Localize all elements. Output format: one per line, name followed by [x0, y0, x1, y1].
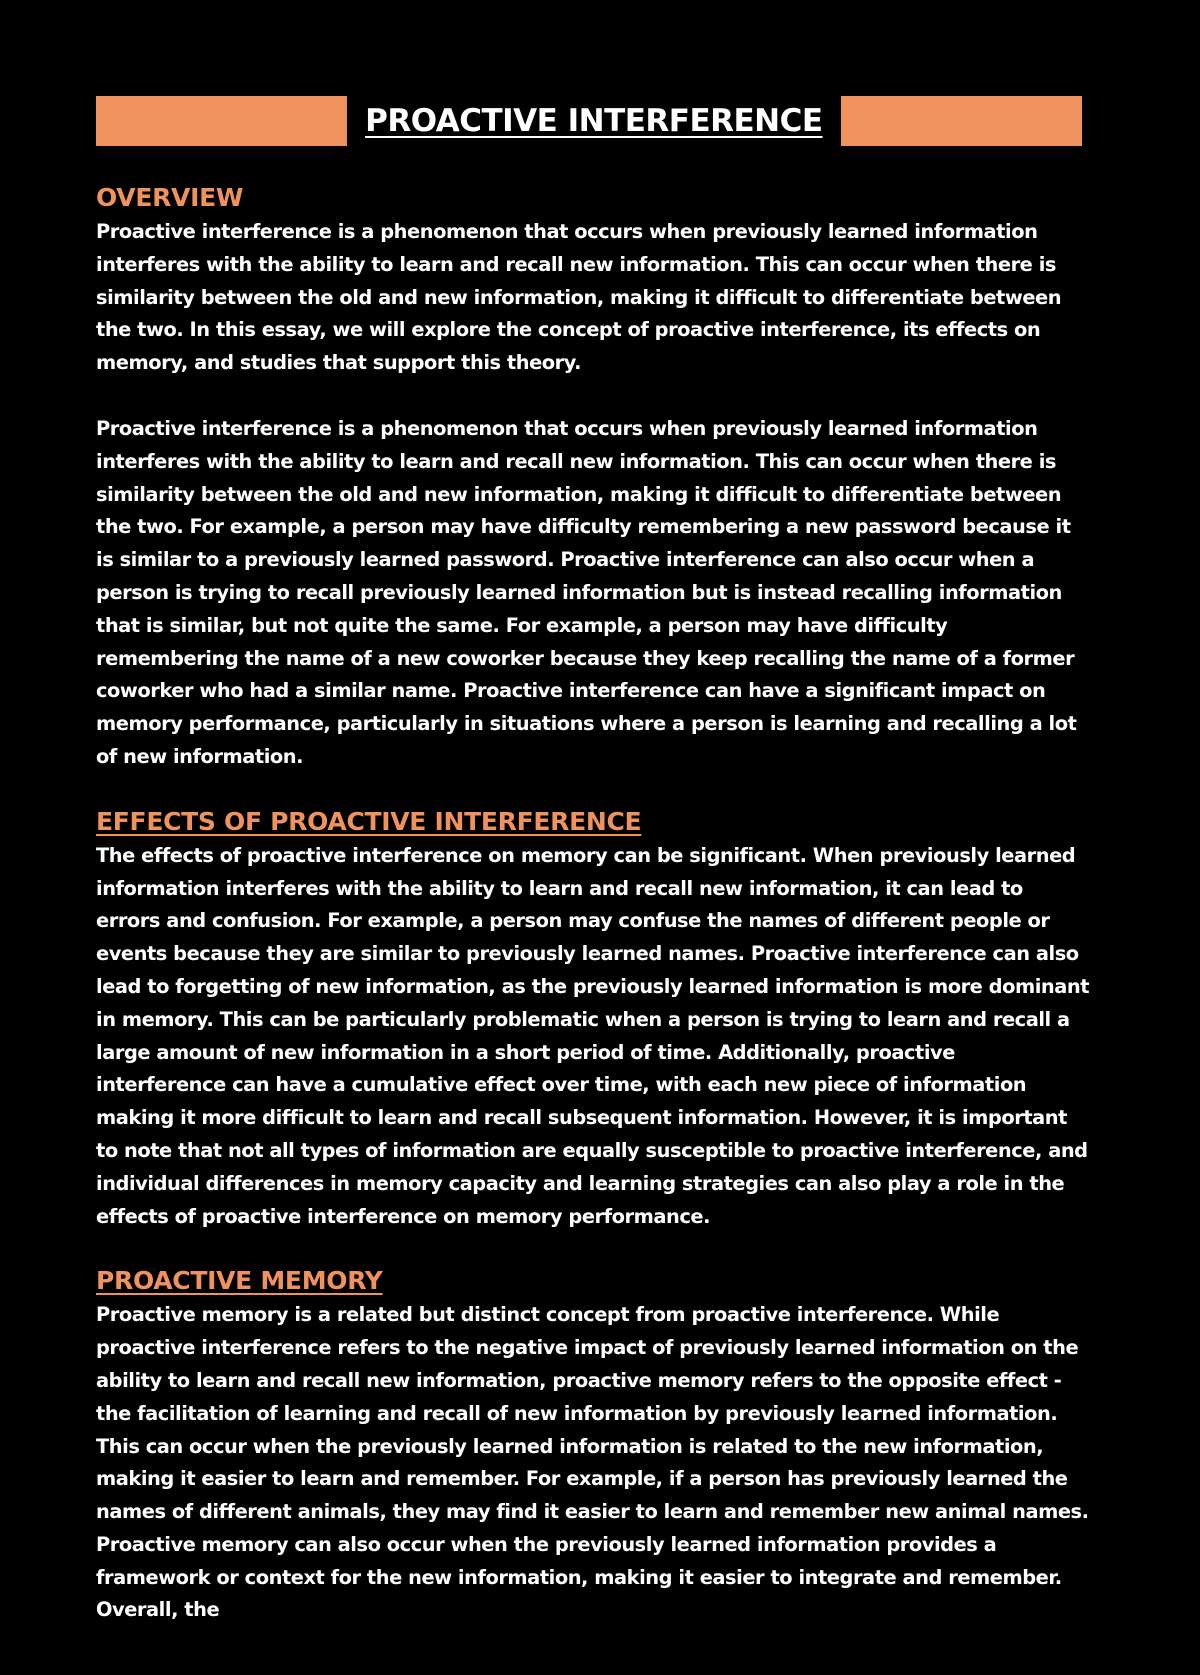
section-heading-effects: EFFECTS OF PROACTIVE INTERFERENCE	[96, 806, 642, 836]
paragraph: The effects of proactive interference on memory can be significant. When previously learned information interferes with the ability to learn and recall new information, it can lead to errors and confusion. For example, a person may confuse the names of different people or events because they are similar to previously learned names. Proactive interference can also lead to forgetting of new information, as the previously learned information is more dominant in memory. This can be particularly problematic when a person is trying to learn and recall a large amount of new information in a short period of time. Additionally, proactive interference can have a cumulative effect over time, with each new piece of information making it more difficult to learn and recall subsequent information. However, it is important to note that not all types of information are equally susceptible to proactive interference, and individual differences in memory capacity and learning strategies can also play a role in the effects of proactive interference on memory performance.	[96, 843, 1090, 1228]
section-spacer	[96, 774, 1090, 804]
paragraph: Proactive memory is a related but distinct concept from proactive interference. While proactive interference refers to the negative impact of previously learned information on the ability to learn and recall new information, proactive memory refers to the opposite effect - the facilitation of learning and recall of new information by previously learned information. This can occur when the previously learned information is related to the new information, making it easier to learn and remember. For example, if a person has previously learned the names of different animals, they may find it easier to learn and remember new animal names. Proactive memory can also occur when the previously learned information provides a framework or context for the new information, making it easier to integrate and remember. Overall, the	[96, 1303, 1089, 1622]
title-accent-bar-right	[841, 96, 1082, 146]
document-body	[96, 180, 1090, 1627]
section-heading-overview: OVERVIEW	[96, 183, 244, 212]
paragraph: Proactive interference is a phenomenon that occurs when previously learned information interferes with the ability to learn and recall new information. This can occur when there is similarity between the old and new information, making it difficult to differentiate between the two. For example, a person may have difficulty remembering a new password because it is similar to a previously learned password. Proactive interference can also occur when a person is trying to recall previously learned information but is instead recalling information that is similar, but not quite the same. For example, a person may have difficulty remembering the name of a new coworker because they keep recalling the name of a former coworker who had a similar name. Proactive interference can have a significant impact on memory performance, particularly in situations where a person is learning and recalling a lot of new information.	[96, 416, 1077, 768]
section-spacer	[96, 1233, 1090, 1263]
paragraph-spacer	[96, 380, 1090, 413]
section-effects	[96, 804, 1090, 1234]
title-banner	[96, 96, 1082, 146]
title-accent-bar-left	[96, 96, 347, 146]
page-title: PROACTIVE INTERFERENCE	[365, 103, 823, 139]
section-overview	[96, 180, 1090, 774]
section-heading-proactive-memory: PROACTIVE MEMORY	[96, 1266, 383, 1296]
section-proactive-memory	[96, 1263, 1090, 1627]
paragraph: Proactive interference is a phenomenon that occurs when previously learned information interferes with the ability to learn and recall new information. This can occur when there is similarity between the old and new information, making it difficult to differentiate between the two. In this essay, we will explore the concept of proactive interference, its effects on memory, and studies that support this theory.	[96, 220, 1062, 375]
